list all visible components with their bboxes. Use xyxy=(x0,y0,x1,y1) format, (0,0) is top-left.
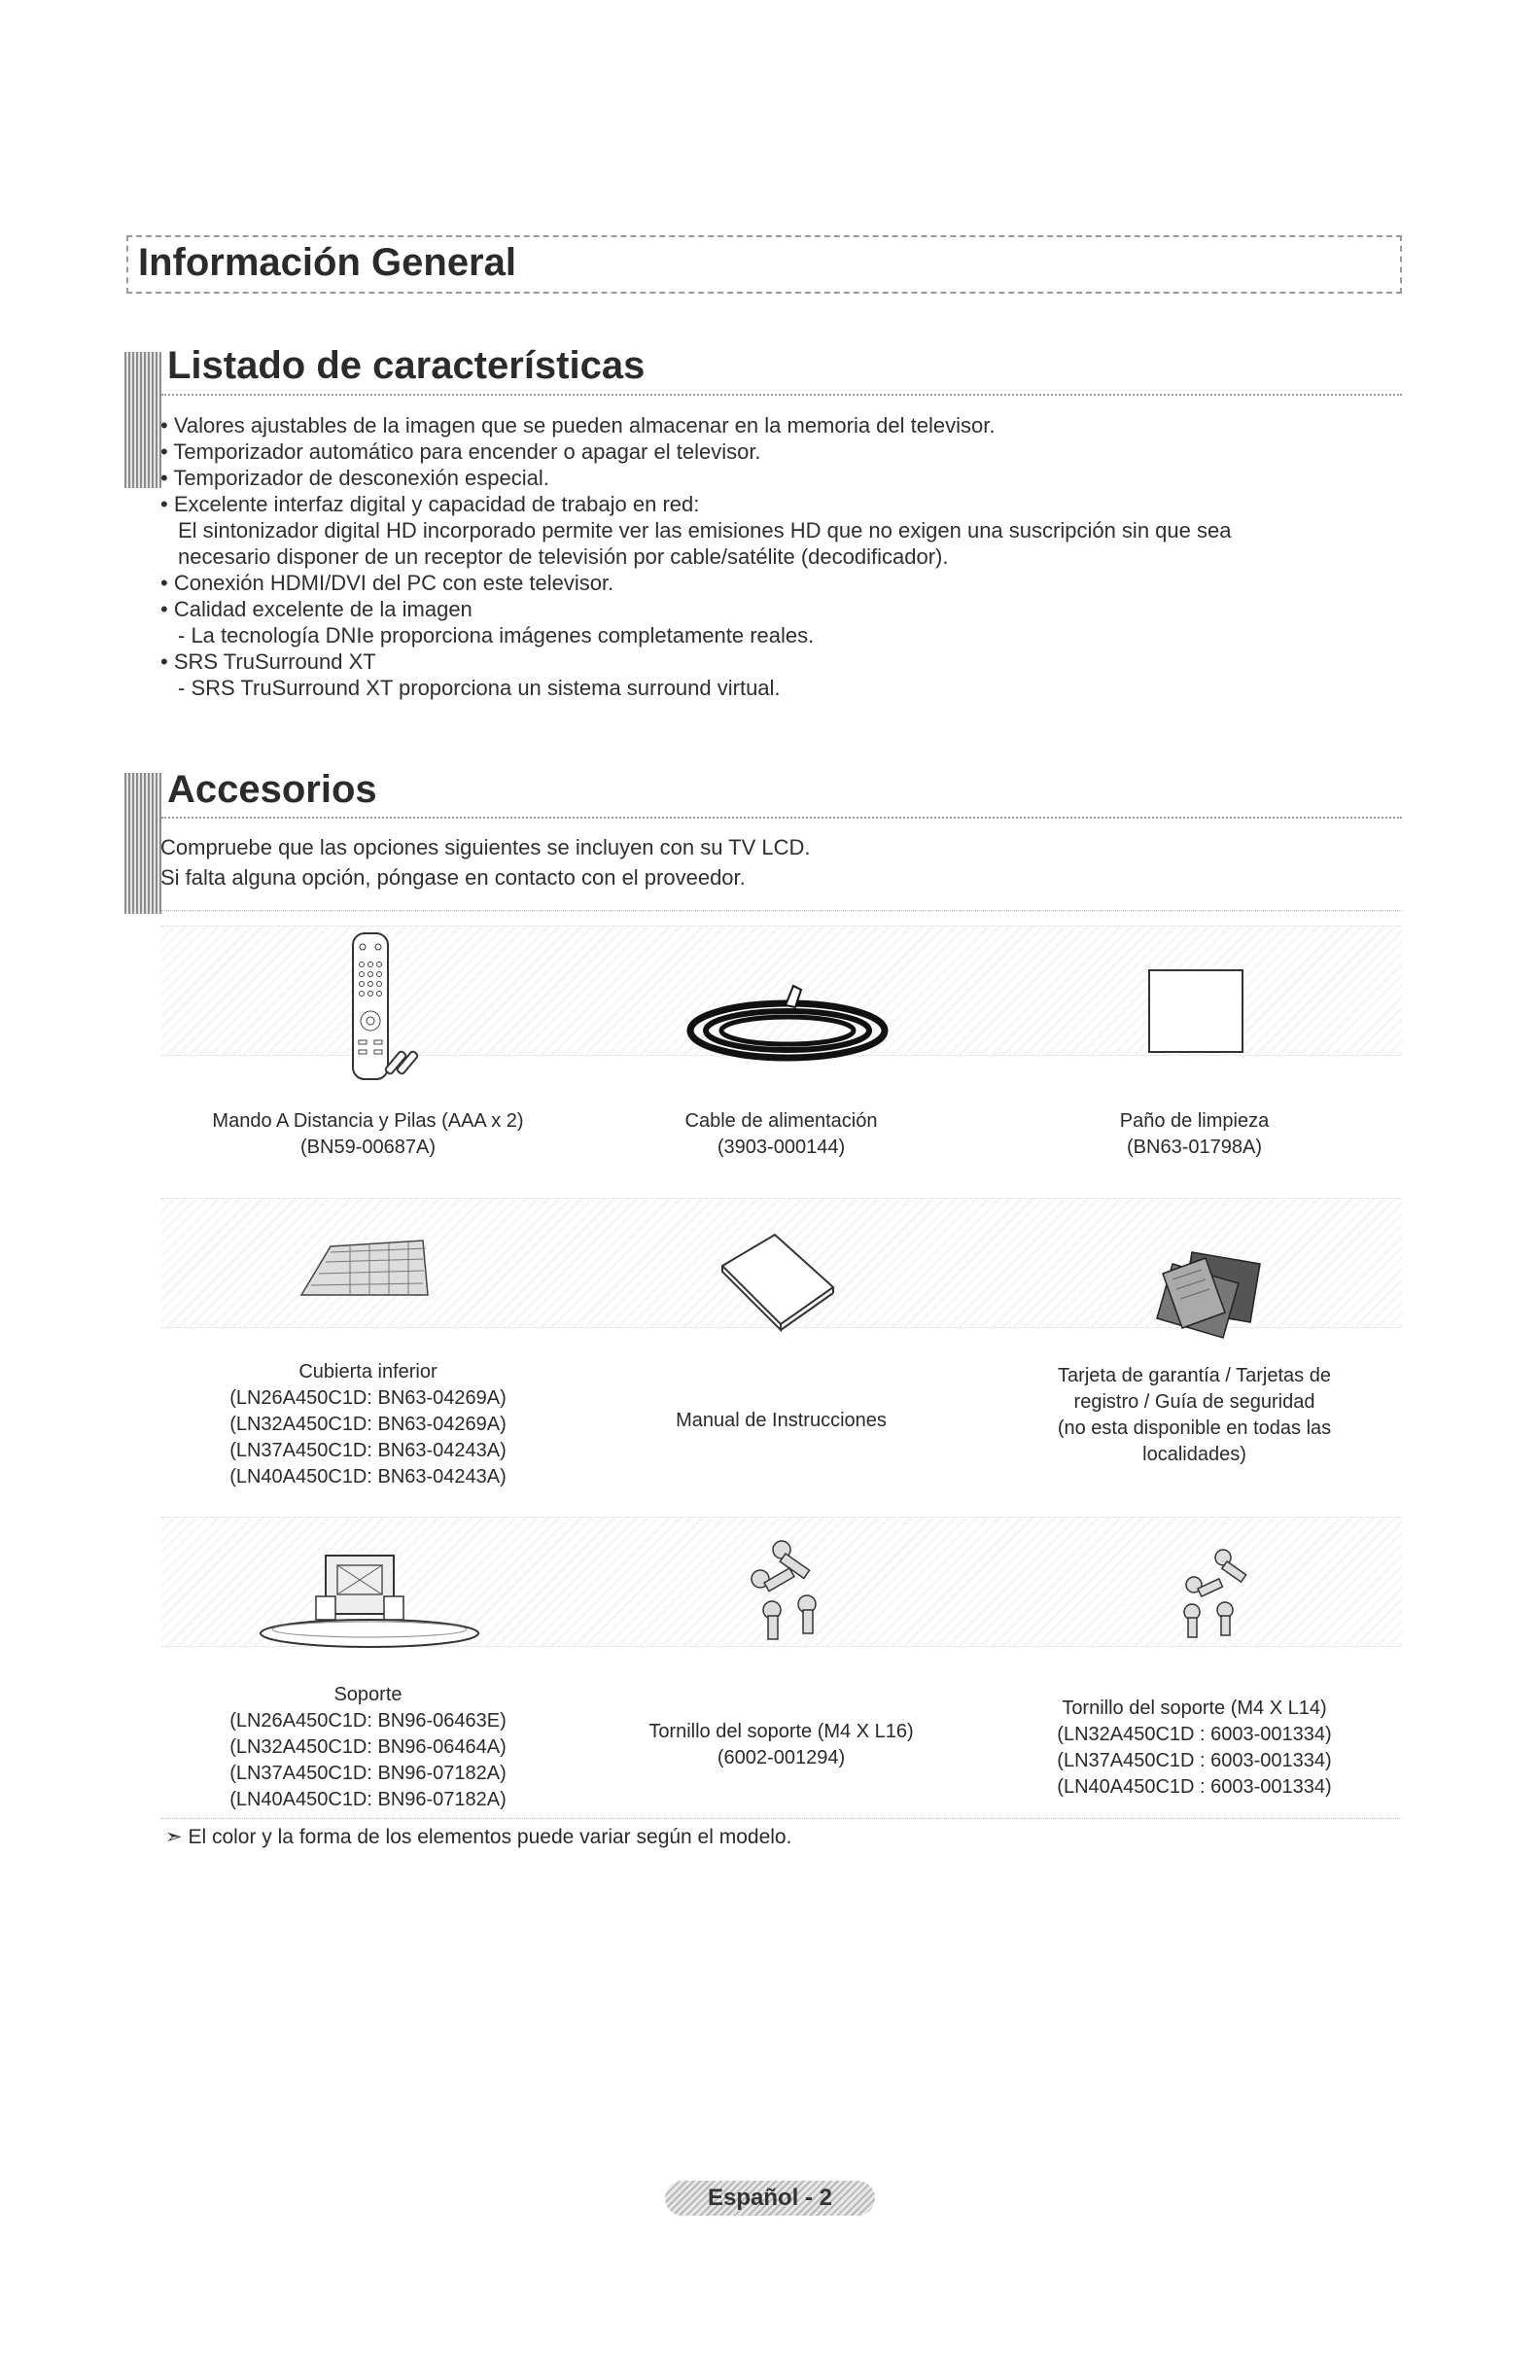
caption-line: Paño de limpieza xyxy=(1119,1110,1270,1132)
feature-line: • Calidad excelente de la imagen xyxy=(160,597,472,621)
note xyxy=(165,1825,791,1849)
caption-line: Cubierta inferior xyxy=(298,1361,438,1382)
caption-line: Tarjeta de garantía / Tarjetas de xyxy=(1058,1365,1331,1386)
accessories-intro-line: Compruebe que las opciones siguientes se incluyen con su TV LCD. xyxy=(160,835,811,859)
page-number-badge: Español - 2 xyxy=(665,2181,875,2216)
accessory-caption xyxy=(161,1359,575,1490)
manual-icon xyxy=(715,1227,841,1334)
caption-line: (6002-001294) xyxy=(717,1747,846,1768)
caption-line: Mando A Distancia y Pilas (AAA x 2) xyxy=(212,1110,524,1132)
caption-line: Manual de Instrucciones xyxy=(676,1410,887,1431)
accessories-title: Accesorios xyxy=(167,768,377,811)
feature-line: • Temporizador de desconexión especial. xyxy=(160,466,549,490)
accessories-rule xyxy=(161,817,1402,819)
accessories-intro xyxy=(160,832,811,892)
stand-screws-icon xyxy=(1167,1546,1264,1643)
caption-line: (no esta disponible en todas las xyxy=(1057,1418,1332,1439)
caption-line: Tornillo del soporte (M4 X L16) xyxy=(648,1721,914,1742)
caption-line: registro / Guía de seguridad xyxy=(1073,1391,1315,1413)
cleaning-cloth-icon xyxy=(1143,962,1250,1060)
caption-line: (BN59-00687A) xyxy=(300,1137,436,1158)
features-section-bar xyxy=(124,352,161,488)
caption-line: (LN40A450C1D : 6003-001334) xyxy=(1057,1776,1332,1798)
warranty-cards-icon xyxy=(1143,1244,1270,1342)
caption-line: localidades) xyxy=(1142,1444,1246,1465)
main-header xyxy=(126,235,1402,294)
power-cable-icon xyxy=(671,982,904,1069)
caption-line: Soporte xyxy=(333,1684,402,1705)
caption-line: (LN37A450C1D: BN96-07182A) xyxy=(229,1763,507,1784)
accessory-caption xyxy=(988,1363,1401,1468)
accessories-intro-rule xyxy=(161,910,1402,911)
caption-line: (LN37A450C1D: BN63-04243A) xyxy=(229,1440,507,1461)
note-rule xyxy=(161,1818,1402,1819)
stand-screws-icon xyxy=(739,1536,836,1643)
accessory-caption xyxy=(575,1108,988,1161)
feature-line: • Conexión HDMI/DVI del PC con este televisor. xyxy=(160,571,614,595)
feature-line: • SRS TruSurround XT xyxy=(160,649,376,674)
feature-line: • Temporizador automático para encender o apagar el televisor. xyxy=(160,439,761,464)
caption-line: Tornillo del soporte (M4 X L14) xyxy=(1062,1698,1327,1719)
features-title: Listado de características xyxy=(167,344,646,387)
remote-control-icon xyxy=(345,926,423,1091)
accessory-caption xyxy=(988,1696,1401,1801)
caption-line: (LN26A450C1D: BN63-04269A) xyxy=(229,1387,507,1409)
accessory-caption xyxy=(575,1408,988,1434)
caption-line: (3903-000144) xyxy=(717,1137,846,1158)
caption-line: (LN32A450C1D: BN96-06464A) xyxy=(229,1736,507,1758)
caption-line: (LN40A450C1D: BN63-04243A) xyxy=(229,1466,507,1488)
caption-line: (LN32A450C1D : 6003-001334) xyxy=(1057,1724,1332,1745)
note-arrow-icon: ➣ xyxy=(165,1826,183,1848)
features-rule xyxy=(161,394,1402,396)
caption-line: Cable de alimentación xyxy=(684,1110,878,1132)
accessory-caption xyxy=(161,1108,575,1161)
feature-line: - La tecnología DNIe proporciona imágenes completamente reales. xyxy=(178,623,815,648)
accessory-caption xyxy=(575,1719,988,1771)
accessories-section-bar xyxy=(124,773,161,914)
feature-line: necesario disponer de un receptor de televisión por cable/satélite (decodificador). xyxy=(178,544,949,569)
caption-line: (LN32A450C1D: BN63-04269A) xyxy=(229,1414,507,1435)
accessory-caption xyxy=(161,1682,575,1813)
stand-icon xyxy=(248,1536,481,1653)
accessory-caption xyxy=(988,1108,1401,1161)
caption-line: (BN63-01798A) xyxy=(1127,1137,1262,1158)
caption-line: (LN37A450C1D : 6003-001334) xyxy=(1057,1750,1332,1771)
note-text: El color y la forma de los elementos puede variar según el modelo. xyxy=(188,1826,792,1848)
feature-line: • Excelente interfaz digital y capacidad de trabajo en red: xyxy=(160,492,700,516)
caption-line: (LN26A450C1D: BN96-06463E) xyxy=(229,1710,507,1732)
feature-line: • Valores ajustables de la imagen que se pueden almacenar en la memoria del televisor. xyxy=(160,413,996,438)
caption-line: (LN40A450C1D: BN96-07182A) xyxy=(229,1789,507,1810)
page-title: Información General xyxy=(138,241,516,284)
accessories-intro-line: Si falta alguna opción, póngase en contacto con el proveedor. xyxy=(160,865,746,890)
feature-line: - SRS TruSurround XT proporciona un sistema surround virtual. xyxy=(178,676,781,700)
feature-line: El sintonizador digital HD incorporado permite ver las emisiones HD que no exigen una suscripción sin que sea xyxy=(178,518,1232,542)
bottom-cover-icon xyxy=(292,1227,438,1314)
features-list xyxy=(160,412,1231,701)
